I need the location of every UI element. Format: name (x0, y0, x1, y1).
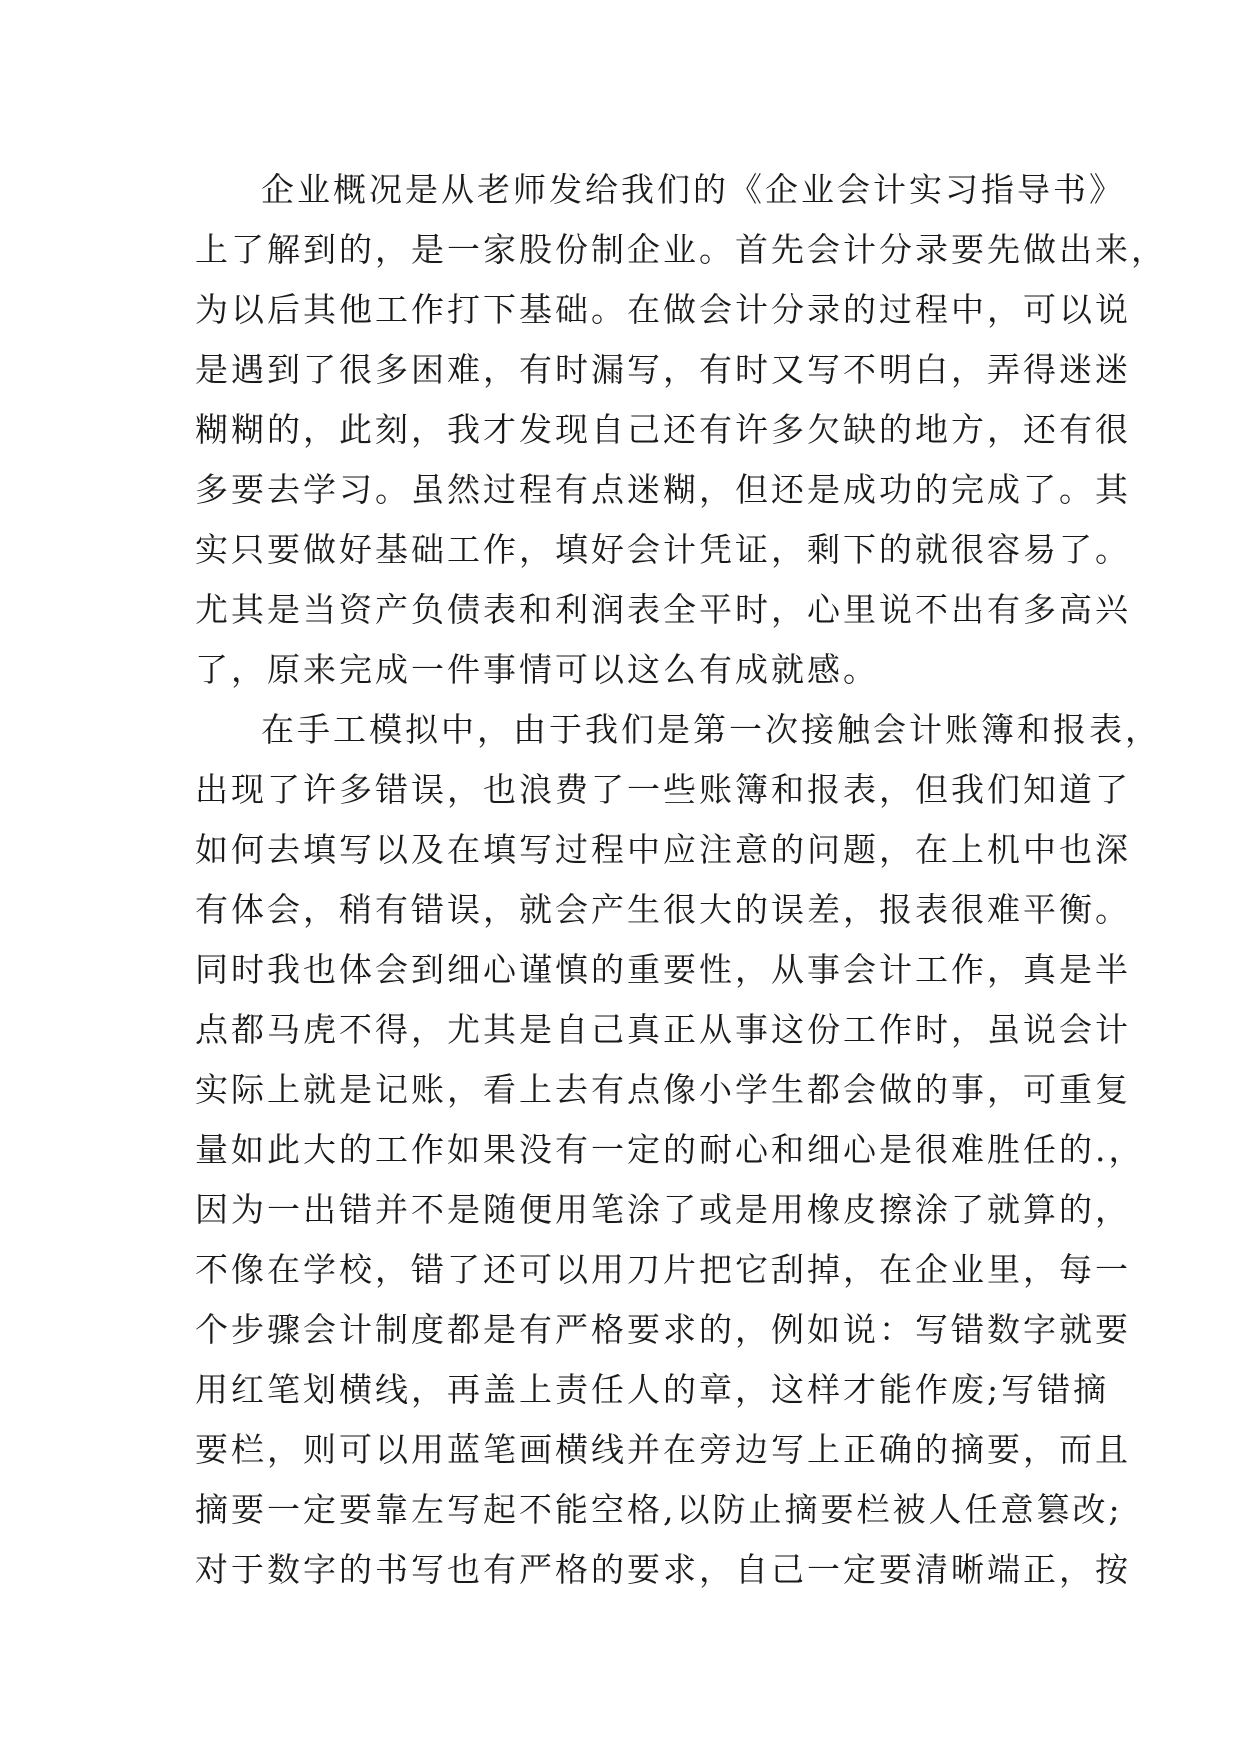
text-line: 出现了许多错误，也浪费了一些账簿和报表，但我们知道了 (195, 770, 1131, 809)
text-line: 糊糊的，此刻，我才发现自己还有许多欠缺的地方，还有很 (195, 410, 1131, 449)
paragraph-1 (195, 160, 1167, 700)
text-line: 在手工模拟中，由于我们是第一次接触会计账簿和报表， (261, 710, 1161, 749)
text-line: 如何去填写以及在填写过程中应注意的问题，在上机中也深 (195, 830, 1131, 869)
text-line: 同时我也体会到细心谨慎的重要性，从事会计工作，真是半 (195, 950, 1131, 989)
text-line: 摘要一定要靠左写起不能空格,以防止摘要栏被人任意篡改; (195, 1490, 1123, 1529)
text-line: 多要去学习。虽然过程有点迷糊，但还是成功的完成了。其 (195, 470, 1131, 509)
text-line: 个步骤会计制度都是有严格要求的，例如说：写错数字就要 (195, 1310, 1131, 1349)
text-line: 上了解到的，是一家股份制企业。首先会计分录要先做出来， (195, 230, 1167, 269)
text-line: 为以后其他工作打下基础。在做会计分录的过程中，可以说 (195, 290, 1131, 329)
text-line: 有体会，稍有错误，就会产生很大的误差，报表很难平衡。 (195, 890, 1131, 929)
text-line: 对于数字的书写也有严格的要求，自己一定要清晰端正，按 (195, 1550, 1131, 1589)
text-line: 因为一出错并不是随便用笔涂了或是用橡皮擦涂了就算的， (195, 1190, 1131, 1229)
text-line: 是遇到了很多困难，有时漏写，有时又写不明白，弄得迷迷 (195, 350, 1131, 389)
text-line: 尤其是当资产负债表和利润表全平时，心里说不出有多高兴 (195, 590, 1131, 629)
paragraph-2 (195, 700, 1161, 1600)
text-line: 量如此大的工作如果没有一定的耐心和细心是很难胜任的.， (195, 1130, 1145, 1169)
text-line: 要栏，则可以用蓝笔画横线并在旁边写上正确的摘要，而且 (195, 1430, 1131, 1469)
text-line: 用红笔划横线，再盖上责任人的章，这样才能作废;写错摘 (195, 1370, 1110, 1409)
text-line: 实只要做好基础工作，填好会计凭证，剩下的就很容易了。 (195, 530, 1131, 569)
text-line: 了，原来完成一件事情可以这么有成就感。 (195, 650, 879, 689)
text-line: 点都马虎不得，尤其是自己真正从事这份工作时，虽说会计 (195, 1010, 1131, 1049)
text-line: 实际上就是记账，看上去有点像小学生都会做的事，可重复 (195, 1070, 1131, 1109)
body-text (195, 160, 1167, 1600)
text-line: 不像在学校，错了还可以用刀片把它刮掉，在企业里，每一 (195, 1250, 1131, 1289)
text-line: 企业概况是从老师发给我们的《企业会计实习指导书》 (261, 170, 1125, 209)
